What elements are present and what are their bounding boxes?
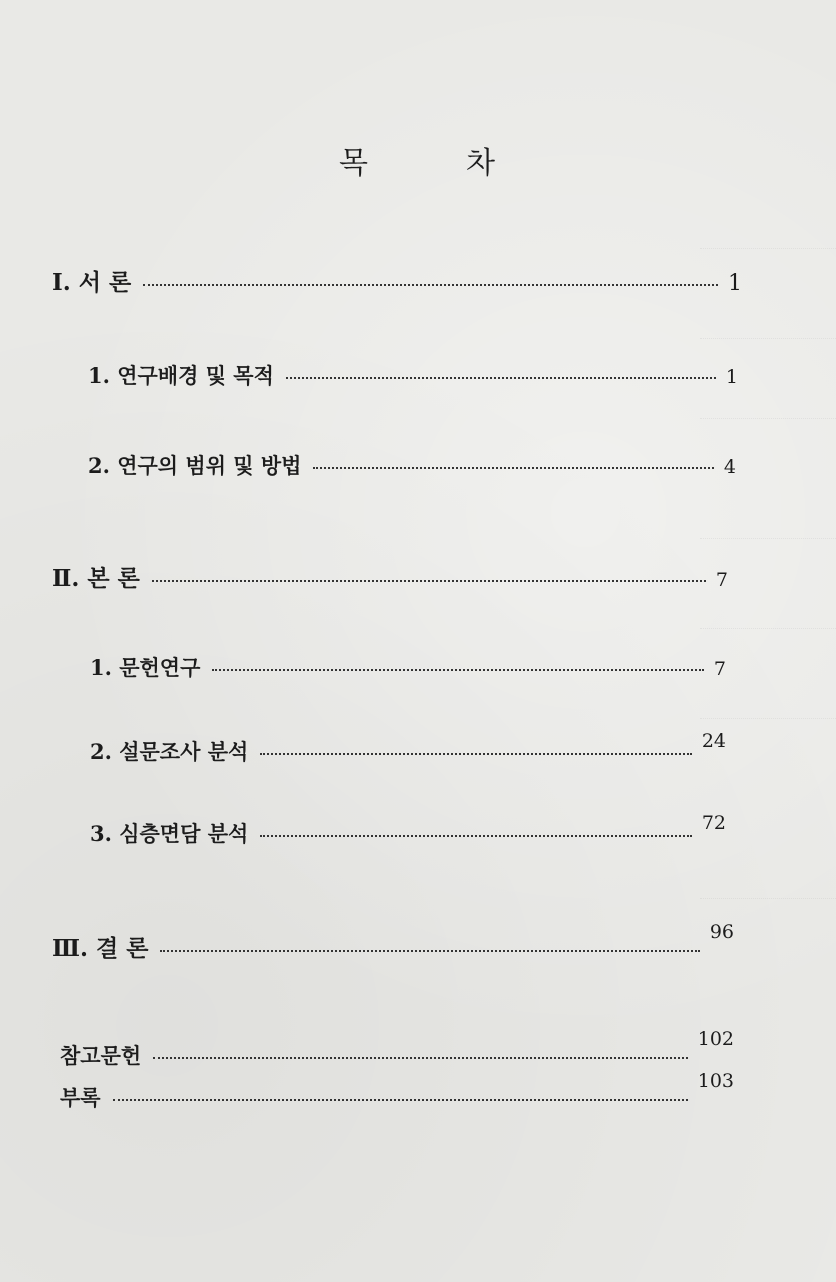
dot-leader — [286, 377, 716, 379]
toc-entry-section-2[interactable] — [52, 560, 728, 590]
bleed-through-line — [700, 400, 836, 419]
dot-leader — [313, 467, 713, 469]
toc-entry-section-2-3[interactable] — [90, 812, 726, 848]
toc-entry-label: Ⅰ. 서 론 — [52, 269, 132, 296]
dot-leader — [160, 950, 699, 952]
bleed-through-line — [700, 520, 836, 539]
bleed-through-line — [700, 700, 836, 719]
toc-entry-label: Ⅱ. 본 론 — [52, 565, 140, 592]
toc-entry-references[interactable] — [60, 1028, 734, 1070]
bleed-through-line — [700, 610, 836, 629]
bleed-through-line — [700, 880, 836, 899]
toc-entry-section-1[interactable] — [52, 264, 742, 294]
dot-leader — [260, 753, 692, 755]
toc-entry-section-3[interactable] — [52, 921, 734, 962]
toc-entry-page: 102 — [697, 1028, 734, 1050]
toc-entry-label: 참고문헌 — [60, 1043, 142, 1068]
dot-leader — [113, 1099, 688, 1101]
toc-entry-page: 7 — [715, 569, 728, 591]
title-part-2: 차 — [466, 146, 497, 181]
toc-entry-label: 1. 연구배경 및 목적 — [88, 363, 274, 388]
toc-entry-label: 3. 심층면담 분석 — [90, 821, 249, 846]
dot-leader — [260, 835, 692, 837]
dot-leader — [143, 284, 718, 286]
toc-entry-section-1-1[interactable] — [88, 360, 738, 390]
toc-entry-section-2-2[interactable] — [90, 730, 726, 766]
toc-entry-page: 1 — [728, 271, 742, 296]
toc-entry-page: 7 — [713, 658, 726, 680]
toc-entry-appendix[interactable] — [60, 1070, 734, 1112]
toc-entry-page: 96 — [709, 921, 734, 943]
toc-entry-label: 2. 연구의 범위 및 방법 — [88, 453, 302, 478]
toc-entry-label: 2. 설문조사 분석 — [90, 739, 249, 764]
bleed-through-line — [700, 320, 836, 339]
dot-leader — [153, 1057, 688, 1059]
toc-entry-section-1-2[interactable] — [88, 450, 736, 480]
page-title — [0, 138, 836, 182]
dot-leader — [152, 580, 706, 582]
toc-entry-page: 4 — [723, 456, 736, 478]
title-part-1: 목 — [339, 146, 370, 181]
toc-entry-page: 1 — [725, 366, 738, 388]
toc-entry-label: 부록 — [60, 1085, 101, 1110]
toc-entry-page: 24 — [701, 730, 726, 752]
bleed-through-line — [700, 230, 836, 249]
toc-entry-label: Ⅲ. 결 론 — [52, 935, 149, 962]
toc-entry-label: 1. 문헌연구 — [90, 655, 201, 680]
toc-entry-page: 103 — [697, 1070, 734, 1092]
dot-leader — [212, 669, 704, 671]
toc-entry-page: 72 — [701, 812, 726, 834]
toc-entry-section-2-1[interactable] — [90, 652, 726, 682]
